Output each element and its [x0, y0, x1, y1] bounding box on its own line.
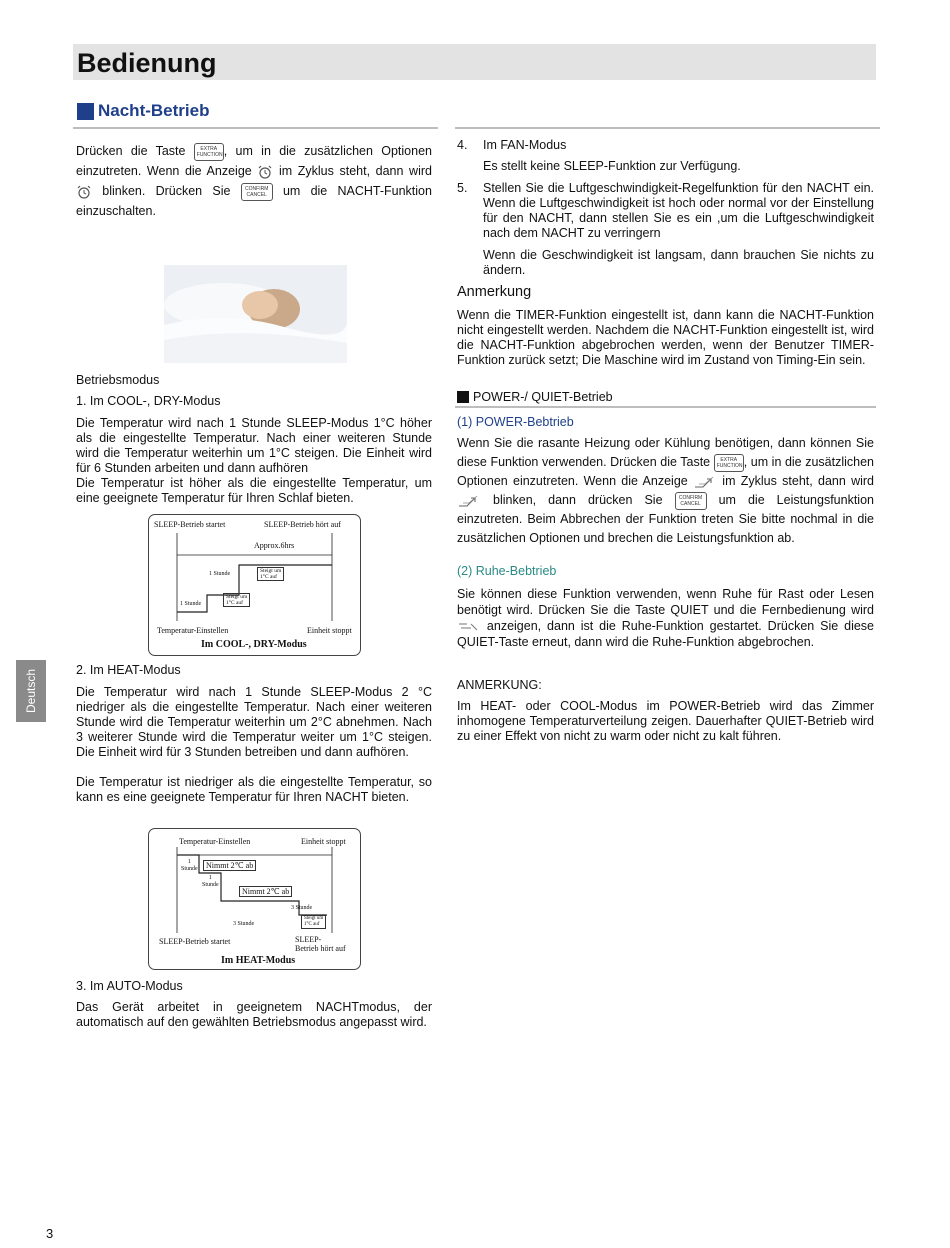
cool-dry-diagram [148, 514, 361, 656]
language-tab-label: Deutsch [24, 668, 38, 714]
confirm-cancel-button-icon: CONFIRM CANCEL [675, 492, 707, 510]
quiet-mode-text: Sie können diese Funktion verwenden, wenn Ruhe für Rast oder Lesen benötigt wird. Drücken Sie die Taste QUIET und die Fernbedienung wird anzeigen, dann ist die Ruhe-Funktion gestartet. Drücken Sie diese QUIET-Taste erneut, dann wird die Ruhe-Funktion abgebrochen. [457, 587, 874, 649]
note-heading-2: ANMERKUNG: [457, 678, 542, 692]
heat-text: Die Temperatur wird nach 1 Stunde SLEEP-Modus 2 °C niedriger als die eingestellte Temperatur. Nach einer weiteren Stunde wird die Temperatur weiterhin um 2°C abnehmen. Nach 3 weiterer Stunde wird die Temperatur weiter um 1°C steigen. Die Einheit wird für 3 Stunden betreiben und dann aufhören. [76, 685, 432, 759]
heat-diagram [148, 828, 361, 970]
unit-stops-label: Einheit stoppt [301, 837, 346, 846]
section-marker [457, 391, 469, 403]
rise-box: Steigt um 1°C auf [257, 567, 284, 581]
alarm-clock-icon [257, 165, 273, 179]
note-text-2: Im HEAT- oder COOL-Modus im POWER-Betrieb wird das Zimmer inhomogene Temperaturverteilung zeigen. Dauerhafter QUIET-Betrieb wird zu einer Effekt von nicht zu warm oder nicht zu kalt führen. [457, 699, 874, 743]
rise-box: Steigt um 1°C auf [223, 593, 250, 607]
note-heading: Anmerkung [457, 284, 532, 300]
quiet-mode-heading: (2) Ruhe-Bebtrieb [457, 564, 557, 578]
hour-label: 1 Stunde [209, 571, 231, 577]
power-indicator-icon [693, 475, 717, 489]
diagram-title: Im COOL-, DRY-Modus [201, 639, 307, 650]
right-divider [455, 127, 880, 129]
unit-stops-label: Einheit stoppt [307, 626, 352, 635]
extra-function-button-icon: EXTRA FUNCTION [194, 143, 224, 161]
cool-dry-text-2: Die Temperatur ist höher als die eingestellte Temperatur, um eine geeignete Temperatur für Ihren Schlaf bieten. [76, 476, 432, 505]
auto-text: Das Gerät arbeitet in geeignetem NACHTmodus, der automatisch auf den gewählten Betriebsmodus angepasst wird. [76, 1000, 432, 1029]
power-mode-text: Wenn Sie die rasante Heizung oder Kühlung benötigen, dann können Sie diese Funktion verwenden. Drücken die Taste EXTRA FUNCTION, um in die zusätzlichen Optionen einzutreten. Wenn die Anzeige im Zyklus steht, dann wird blinken, dann drücken Sie CONFIRM CANCEL um die Leistungsfunktion einzutreten. Beim Abbrechen der Funktion treten Sie bitte nochmal in die zusätzlichen Optionen und brechen die Leistungsfunktion ab. [457, 436, 874, 545]
fan-mode-heading: Im FAN-Modus [483, 138, 567, 152]
hour-label: 3 Stunde [291, 905, 313, 911]
auto-heading: 3. Im AUTO-Modus [76, 979, 183, 993]
fan-mode-text: Es stellt keine SLEEP-Funktion zur Verfügung. [483, 159, 741, 173]
set-temperature-label: Temperatur-Einstellen [157, 626, 229, 635]
power-quiet-heading: POWER-/ QUIET-Betrieb [473, 390, 613, 404]
air-speed-text: Stellen Sie die Luftgeschwindigkeit-Regelfunktion für den NACHT ein. Wenn die Luftgeschwindigkeit ist hoch oder normal vor der Einstellung für den NACHT, dann stellen Sie es ein ,um die Luftgeschwindigkeit nach dem NACHT zu verringern [483, 181, 874, 240]
item-number: 4. [457, 138, 468, 152]
section-title: Nacht-Betrieb [98, 101, 210, 120]
hour-label: 1 Stunde [180, 601, 202, 607]
intro-paragraph: Drücken die Taste EXTRA FUNCTION, um in die zusätzlichen Optionen einzutreten. Wenn die Anzeige im Zyklus steht, dann wird blinken. Drücken Sie CONFIRM CANCEL um die NACHT-Funktion einzuschalten. [76, 144, 432, 218]
extra-function-button-icon: EXTRA FUNCTION [714, 454, 744, 472]
operating-mode-label: Betriebsmodus [76, 373, 160, 387]
air-speed-text-2: Wenn die Geschwindigkeit ist langsam, dann brauchen Sie nichts zu ändern. [483, 248, 874, 277]
diagram-title: Im HEAT-Modus [221, 955, 296, 966]
cool-dry-heading: 1. Im COOL-, DRY-Modus [76, 394, 221, 408]
note-text: Wenn die TIMER-Funktion eingestellt ist, dann kann die NACHT-Funktion nicht eingestellt werden. Nachdem die NACHT-Funktion eingestellt ist, wird die NACHT-Funktion abgebrochen werden, wenn der Benutzer TIMER-Funktion zurück setzt; Die Maschine wird im Zustand von Timing-Ein sein. [457, 308, 874, 367]
heat-heading: 2. Im HEAT-Modus [76, 663, 181, 677]
quiet-indicator-icon [457, 620, 481, 634]
sleep-start-label: SLEEP-Betrieb startet [154, 520, 226, 529]
item-number: 5. [457, 181, 468, 195]
left-divider [73, 127, 438, 129]
heat-text-2: Die Temperatur ist niedriger als die eingestellte Temperatur, so kann es eine geeignete Temperatur für Ihren NACHT bieten. [76, 775, 432, 804]
cool-dry-text: Die Temperatur wird nach 1 Stunde SLEEP-Modus 1°C höher als die eingestellte Temperatur. Nach einer weiteren Stunde wird die Temperatur weiterhin um 1°C steigen. Die Einheit wird für 6 Stunden arbeiten und dann aufhören [76, 416, 432, 475]
rise-box: Steigt um 1°C auf [301, 915, 326, 929]
power-indicator-icon [457, 494, 481, 508]
sleep-stop-label: SLEEP-Betrieb hört auf [264, 520, 341, 529]
drop-box: Nimmt 2℃ ab [239, 886, 292, 897]
drop-box: Nimmt 2℃ ab [203, 860, 256, 871]
page-number: 3 [46, 1226, 54, 1241]
sleep-start-label: SLEEP-Betrieb startet [159, 937, 231, 946]
hour-label: 1 Stunde [181, 859, 198, 872]
sleep-stop-label: SLEEP- Betrieb hört auf [295, 935, 346, 953]
power-quiet-divider [455, 406, 876, 408]
sleeping-person-photo [164, 265, 347, 363]
confirm-cancel-button-icon: CONFIRM CANCEL [241, 183, 273, 201]
hour-label: 1 Stunde [202, 875, 219, 888]
alarm-clock-icon [76, 185, 92, 199]
approx-hours-label: Approx.6hrs [254, 541, 295, 550]
set-temperature-label: Temperatur-Einstellen [179, 837, 251, 846]
page-title: Bedienung [77, 48, 217, 78]
power-mode-heading: (1) POWER-Bebtrieb [457, 415, 574, 429]
hour-label: 3 Stunde [233, 921, 255, 927]
section-marker [77, 103, 94, 120]
